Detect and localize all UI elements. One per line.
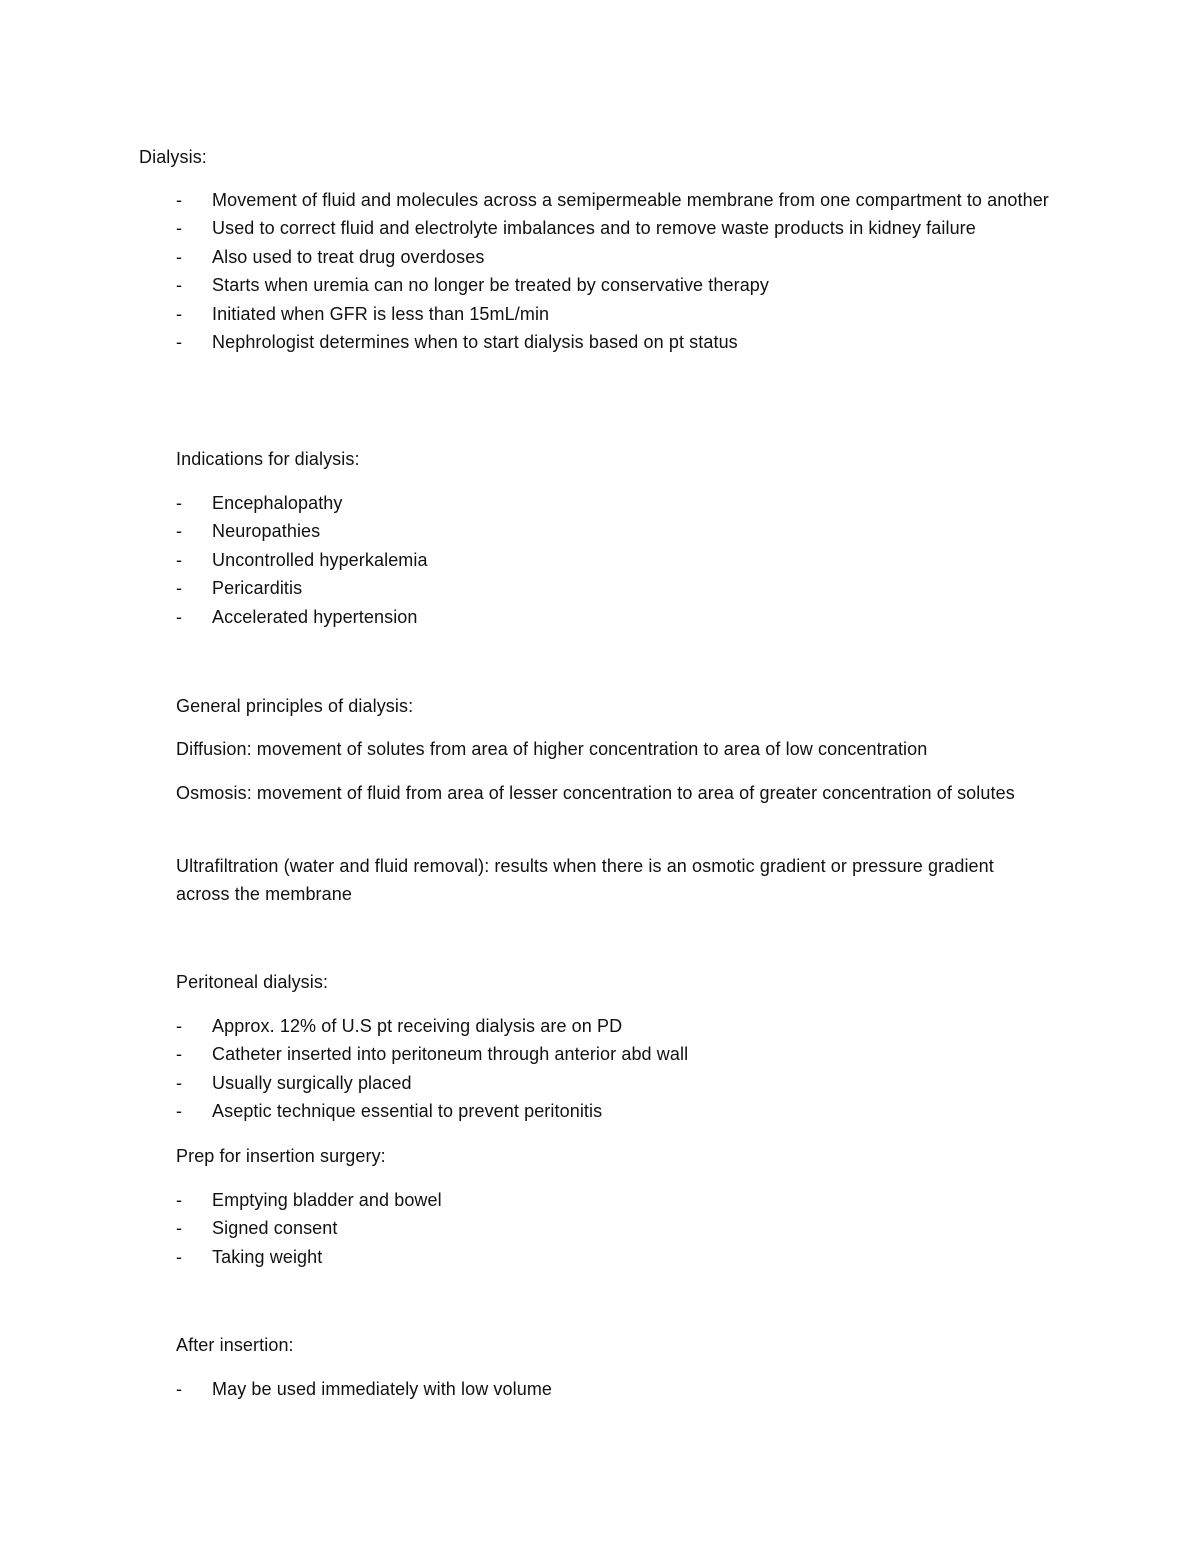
paragraph-diffusion: Diffusion: movement of solutes from area of higher concentration to area of low concentration — [176, 739, 928, 759]
list-item — [0, 489, 1072, 517]
list-item-text: Movement of fluid and molecules across a semipermeable membrane from one compartment to another — [212, 190, 1049, 210]
list-item-text: Taking weight — [212, 1246, 323, 1267]
list-item — [0, 1097, 1072, 1125]
list-item — [0, 517, 1072, 545]
list-item-text: Usually surgically placed — [212, 1072, 412, 1093]
list-item — [0, 1186, 1072, 1214]
bullet-dash: - — [176, 332, 183, 353]
list-item-text: Approx. 12% of U.S pt receiving dialysis are on PD — [212, 1016, 623, 1036]
section-heading-principles: General principles of dialysis: — [176, 696, 414, 716]
bullet-list-prep — [0, 1186, 1072, 1271]
list-item — [0, 214, 1072, 242]
bullet-dash: - — [176, 1016, 183, 1036]
list-item-text: Encephalopathy — [212, 493, 343, 513]
bullet-dash: - — [176, 1190, 183, 1210]
paragraph-ultrafiltration: Ultrafiltration (water and fluid removal): results when there is an osmotic gradient or pressure gradient across the membrane — [176, 856, 994, 904]
list-item-text: Uncontrolled hyperkalemia — [212, 549, 428, 570]
list-item — [0, 1214, 1072, 1242]
list-item-text: Used to correct fluid and electrolyte imbalances and to remove waste products in kidney failure — [212, 218, 976, 239]
bullet-list-indications — [0, 489, 1072, 631]
bullet-list-dialysis — [0, 186, 1072, 356]
bullet-dash: - — [176, 246, 183, 267]
list-item — [0, 243, 1072, 271]
list-item-text: Also used to treat drug overdoses — [212, 246, 485, 267]
list-item — [0, 1012, 1072, 1040]
bullet-dash: - — [176, 1246, 183, 1267]
bullet-dash: - — [176, 303, 183, 324]
list-item-text: Initiated when GFR is less than 15mL/min — [212, 303, 550, 324]
list-item — [0, 328, 1072, 356]
list-item-text: Starts when uremia can no longer be treated by conservative therapy — [212, 275, 770, 296]
list-item-text: Catheter inserted into peritoneum through anterior abd wall — [212, 1044, 689, 1065]
bullet-dash: - — [176, 1379, 183, 1399]
section-heading-prep: Prep for insertion surgery: — [176, 1146, 386, 1166]
list-item — [0, 1375, 1072, 1403]
bullet-dash: - — [176, 190, 183, 210]
list-item — [0, 1040, 1072, 1068]
list-item — [0, 546, 1072, 574]
bullet-dash: - — [176, 218, 183, 239]
bullet-list-peritoneal — [0, 1012, 1072, 1126]
list-item — [0, 1069, 1072, 1097]
bullet-list-after — [0, 1375, 1072, 1403]
list-item — [0, 1243, 1072, 1271]
section-heading-indications: Indications for dialysis: — [176, 449, 360, 469]
list-item-text: Signed consent — [212, 1218, 338, 1239]
list-item-text: Pericarditis — [212, 578, 303, 599]
section-heading-dialysis: Dialysis: — [139, 147, 207, 167]
list-item-text: Nephrologist determines when to start dialysis based on pt status — [212, 332, 738, 353]
section-heading-peritoneal: Peritoneal dialysis: — [176, 972, 329, 992]
list-item — [0, 574, 1072, 602]
list-item — [0, 603, 1072, 631]
bullet-dash: - — [176, 606, 183, 627]
bullet-dash: - — [176, 578, 183, 599]
bullet-dash: - — [176, 1072, 183, 1093]
list-item — [0, 271, 1072, 299]
bullet-dash: - — [176, 1101, 183, 1122]
paragraph-osmosis: Osmosis: movement of fluid from area of lesser concentration to area of greater concentration of solutes — [176, 783, 1015, 803]
bullet-dash: - — [176, 521, 183, 542]
list-item — [0, 186, 1072, 214]
list-item-text: Aseptic technique essential to prevent peritonitis — [212, 1101, 603, 1122]
list-item-text: Emptying bladder and bowel — [212, 1190, 442, 1210]
section-heading-after: After insertion: — [176, 1335, 294, 1355]
bullet-dash: - — [176, 549, 183, 570]
list-item — [0, 300, 1072, 328]
bullet-dash: - — [176, 493, 183, 513]
bullet-dash: - — [176, 1044, 183, 1065]
list-item-text: May be used immediately with low volume — [212, 1379, 553, 1399]
list-item-text: Neuropathies — [212, 521, 321, 542]
list-item-text: Accelerated hypertension — [212, 606, 418, 627]
bullet-dash: - — [176, 1218, 183, 1239]
bullet-dash: - — [176, 275, 183, 296]
